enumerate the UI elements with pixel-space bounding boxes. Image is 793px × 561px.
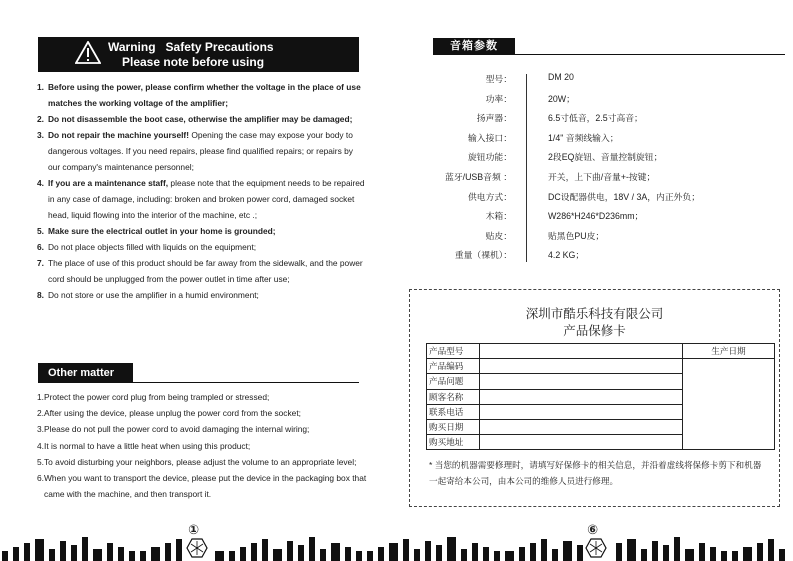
- warranty-field-label: 产品编码: [427, 359, 480, 374]
- safety-item: [37, 223, 367, 239]
- other-matter-item: [37, 438, 372, 454]
- warranty-field-label: 顾客名称: [427, 389, 480, 404]
- footer-bar: [472, 543, 478, 561]
- safety-item-text: [48, 287, 259, 303]
- footer-bar: [563, 541, 572, 561]
- spec-key: 重量（裸机）：: [454, 250, 512, 261]
- other-item-number: 1.: [37, 392, 44, 402]
- safety-item-emphasis: Before using the power, please confirm whether the voltage in the place of use matches the working voltage of the amplifier;: [48, 82, 361, 108]
- safety-item-text: [48, 127, 367, 175]
- safety-item-number: 2.: [37, 114, 44, 124]
- safety-item-emphasis: Do not repair the machine yourself!: [48, 130, 190, 140]
- safety-item-text: [48, 223, 276, 239]
- footer-bar: [552, 549, 558, 561]
- spec-row: [420, 92, 780, 106]
- safety-item-detail: Do not store or use the amplifier in a humid environment;: [48, 290, 259, 300]
- safety-item-text: [48, 255, 367, 287]
- safety-item-emphasis: Do not disassemble the boot case, otherwise the amplifier may be damaged;: [48, 114, 353, 124]
- safety-item-number: 8.: [37, 290, 44, 300]
- footer-bar: [699, 543, 705, 561]
- safety-item-text: [48, 239, 256, 255]
- spec-key: 木箱：: [485, 211, 512, 222]
- warning-header: [38, 37, 359, 72]
- safety-item-text: [48, 79, 367, 111]
- footer-bar: [685, 549, 694, 561]
- production-date-field[interactable]: [683, 359, 775, 450]
- warranty-field-label: 产品型号: [427, 344, 480, 359]
- footer-bar: [577, 545, 583, 561]
- hexagon-logo-icon: [585, 538, 607, 558]
- spec-key: 型号：: [485, 74, 512, 84]
- footer-bar: [60, 541, 66, 561]
- specs-title: 音箱参数: [433, 38, 515, 55]
- footer-bar: [2, 551, 8, 561]
- spec-key: 蓝牙/USB音频 ：: [445, 172, 512, 182]
- footer-bar: [710, 547, 716, 561]
- footer-bar: [378, 547, 384, 561]
- footer-decoration: [0, 520, 793, 561]
- spec-row: [420, 229, 780, 243]
- footer-bar: [151, 547, 160, 561]
- warranty-table: [426, 343, 775, 450]
- other-matter-title: Other matter: [38, 363, 133, 383]
- divider: [133, 382, 359, 383]
- spec-key: 贴皮：: [485, 230, 512, 241]
- footer-bar: [71, 545, 77, 561]
- other-item-text: When you want to transport the device, please put the device in the packaging box that came with the machine, and then transport it.: [44, 473, 367, 500]
- safety-item: [37, 255, 367, 287]
- spec-row: [420, 72, 780, 86]
- footer-bar: [215, 551, 224, 561]
- footer-bar: [82, 537, 88, 561]
- footer-bar: [367, 551, 373, 561]
- other-matter-list: [37, 389, 372, 502]
- footer-bar: [331, 543, 340, 561]
- footer-bar: [461, 549, 467, 561]
- warranty-card-title: 产品保修卡: [563, 324, 626, 338]
- safety-item-number: 5.: [37, 226, 44, 236]
- spec-row: [420, 150, 780, 164]
- warranty-note: * 当您的机器需要修理时，请填写好保修卡的相关信息，并沿着虚线将保修卡剪下和机器一起寄给本公司，由本公司的维修人员进行修理。: [429, 460, 762, 486]
- safety-item-number: 1.: [37, 82, 44, 92]
- warranty-field-value[interactable]: [480, 419, 683, 434]
- safety-item-number: 7.: [37, 258, 44, 268]
- other-matter-item: [37, 389, 372, 405]
- other-item-text: Please do not pull the power cord to avoid damaging the internal wiring;: [44, 424, 310, 435]
- warning-title: Warning Safety Precautions: [108, 40, 274, 54]
- footer-bar: [320, 549, 326, 561]
- footer-bar: [240, 547, 246, 561]
- spec-value: DM 20: [548, 72, 574, 82]
- footer-bar: [49, 549, 55, 561]
- safety-item-text: [48, 111, 352, 127]
- footer-bar: [519, 547, 525, 561]
- footer-bar: [356, 551, 362, 561]
- footer-bar: [779, 549, 785, 561]
- other-matter-item: [37, 470, 372, 502]
- safety-list: [37, 79, 367, 303]
- warranty-field-value[interactable]: [480, 435, 683, 450]
- warranty-field-label: 产品问题: [427, 374, 480, 389]
- production-date-label: 生产日期: [683, 344, 775, 359]
- footer-bar: [298, 545, 304, 561]
- spec-value: 2段EQ旋钮、音量控制旋钮；: [548, 152, 663, 163]
- safety-item: [37, 79, 367, 111]
- spec-value: 4.2 KG；: [548, 250, 585, 261]
- other-matter-item: [37, 421, 372, 437]
- footer-bar: [24, 543, 30, 561]
- warranty-card: [409, 289, 780, 507]
- safety-item-detail: The place of use of this product should be far away from the sidewalk, and the power cord should be unplugged from the power outlet in time after use;: [48, 258, 363, 284]
- other-item-text: Protect the power cord plug from being trampled or stressed;: [44, 392, 270, 402]
- page-number-right: ⑥: [587, 522, 599, 537]
- footer-bar: [641, 549, 647, 561]
- warranty-field-value[interactable]: [480, 359, 683, 374]
- footer-bar: [530, 543, 536, 561]
- footer-bar: [262, 539, 268, 561]
- safety-item-emphasis: Make sure the electrical outlet in your home is grounded;: [48, 226, 276, 236]
- footer-bar: [732, 551, 738, 561]
- safety-item-number: 4.: [37, 178, 44, 188]
- other-item-text: To avoid disturbing your neighbors, please adjust the volume to an appropriate level;: [44, 456, 357, 467]
- spec-value: 20W；: [548, 93, 575, 104]
- footer-bar: [107, 543, 113, 561]
- other-item-number: 4.: [37, 440, 44, 451]
- other-item-text: After using the device, please unplug the power cord from the socket;: [44, 408, 301, 419]
- safety-item-number: 3.: [37, 130, 44, 140]
- spec-row: [420, 190, 780, 204]
- footer-bar: [345, 547, 351, 561]
- other-item-number: 5.: [37, 456, 44, 467]
- spec-value: 贴黑色PU皮；: [548, 230, 605, 241]
- warranty-field-label: 购买日期: [427, 419, 480, 434]
- footer-bar: [389, 543, 398, 561]
- spec-key: 旋钮功能：: [468, 152, 512, 163]
- footer-bar: [35, 539, 44, 561]
- footer-bar: [229, 551, 235, 561]
- footer-bar: [403, 539, 409, 561]
- footer-bar: [674, 537, 680, 561]
- safety-item-detail: please note that the equipment needs to be repaired in any case of damage, including: broken and broken power cord, damaged socket head, liquid flowing into the interior of the machine, etc .;: [48, 178, 365, 220]
- other-item-text: It is normal to have a little heat when using this product;: [44, 440, 251, 451]
- other-matter-item: [37, 405, 372, 421]
- footer-bar: [251, 543, 257, 561]
- spec-row: [420, 248, 780, 262]
- footer-bar: [140, 551, 146, 561]
- hexagon-logo-icon: [186, 538, 208, 558]
- footer-bar: [743, 547, 752, 561]
- safety-item: [37, 239, 367, 255]
- warranty-field-value[interactable]: [480, 404, 683, 419]
- safety-item-detail: Opening the case may expose your body to dangerous voltages. If you need repairs, please find qualified repairs; or repairs by our company's maintenance personnel;: [48, 130, 353, 172]
- footer-bar: [93, 549, 102, 561]
- footer-bar: [768, 539, 774, 561]
- other-item-number: 2.: [37, 408, 44, 419]
- safety-item-number: 6.: [37, 242, 44, 252]
- footer-bar: [627, 539, 636, 561]
- safety-item: [37, 287, 367, 303]
- footer-bar: [663, 545, 669, 561]
- spec-value: 开关，上下曲/音量+-按键；: [548, 172, 656, 182]
- footer-bar: [757, 543, 763, 561]
- footer-bar: [309, 537, 315, 561]
- company-name: 深圳市酷乐科技有限公司: [525, 307, 664, 321]
- footer-bar: [447, 537, 456, 561]
- spec-value: DC设配器供电，18V / 3A，内正外负；: [548, 191, 701, 202]
- spec-value: 6.5寸低音，2.5寸高音；: [548, 113, 643, 124]
- warning-subtitle: Please note before using: [122, 55, 265, 69]
- footer-bar: [483, 547, 489, 561]
- footer-bar: [652, 541, 658, 561]
- safety-item-detail: Do not place objects filled with liquids on the equipment;: [48, 242, 257, 252]
- footer-bar: [273, 549, 282, 561]
- specs-divider: [526, 74, 527, 262]
- spec-row: [420, 209, 780, 223]
- other-item-number: 3.: [37, 424, 44, 435]
- safety-item-text: [48, 175, 367, 223]
- footer-bar: [721, 551, 727, 561]
- safety-item: [37, 175, 367, 223]
- spec-key: 输入接口：: [468, 132, 512, 143]
- spec-key: 功率：: [485, 93, 512, 104]
- footer-bar: [505, 551, 514, 561]
- divider: [515, 54, 785, 55]
- warranty-row: [427, 359, 775, 374]
- other-matter-item: [37, 454, 372, 470]
- other-item-number: 6.: [37, 473, 44, 484]
- footer-bar: [176, 539, 182, 561]
- footer-bar: [436, 545, 442, 561]
- safety-item-emphasis: If you are a maintenance staff,: [48, 178, 169, 188]
- footer-bar: [13, 547, 19, 561]
- footer-bar: [494, 551, 500, 561]
- warranty-row: [427, 344, 775, 359]
- safety-item: [37, 127, 367, 175]
- spec-key: 扬声器：: [476, 113, 512, 124]
- footer-bar: [616, 543, 622, 561]
- spec-value: W286*H246*D236mm；: [548, 211, 644, 222]
- footer-bar: [129, 551, 135, 561]
- footer-bar: [165, 543, 171, 561]
- warranty-field-label: 联系电话: [427, 404, 480, 419]
- specs-header: [433, 38, 785, 55]
- other-matter-header: [38, 363, 359, 383]
- safety-item: [37, 111, 367, 127]
- spec-key: 供电方式：: [468, 191, 512, 202]
- warranty-field-value[interactable]: [480, 374, 683, 389]
- warning-triangle-icon: [75, 41, 101, 64]
- footer-bar: [287, 541, 293, 561]
- footer-bar: [541, 539, 547, 561]
- spec-value: 1/4" 音频线输入；: [548, 132, 619, 143]
- page-number-left: ①: [188, 522, 200, 537]
- warranty-field-value[interactable]: [480, 344, 683, 359]
- footer-bar: [414, 549, 420, 561]
- warranty-field-value[interactable]: [480, 389, 683, 404]
- spec-row: [420, 111, 780, 125]
- footer-bar: [425, 541, 431, 561]
- spec-row: [420, 170, 780, 184]
- footer-bar: [118, 547, 124, 561]
- spec-row: [420, 131, 780, 145]
- warranty-field-label: 购买地址: [427, 435, 480, 450]
